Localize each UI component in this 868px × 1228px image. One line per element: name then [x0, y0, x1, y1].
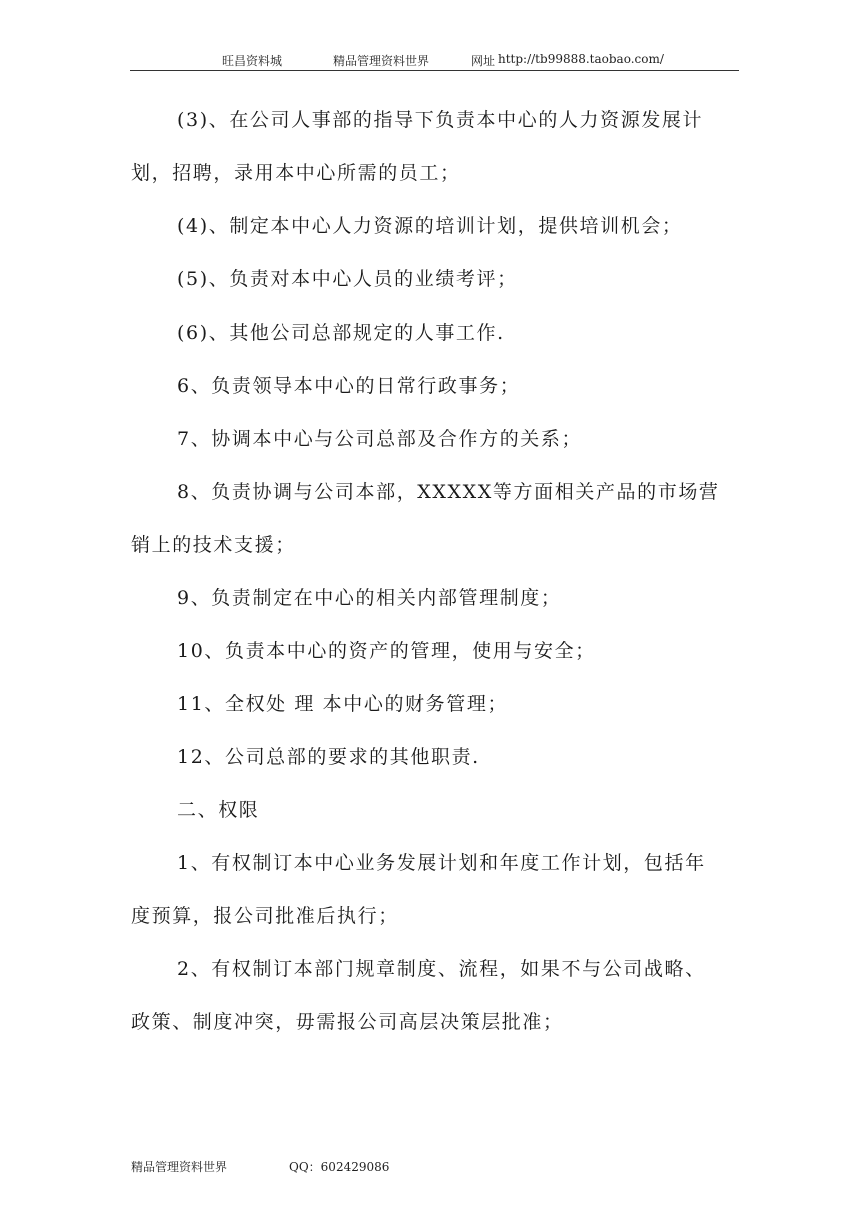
paragraph-line: 度预算，报公司批准后执行； — [131, 905, 399, 927]
paragraph-line: 1、有权制订本中心业务发展计划和年度工作计划，包括年 — [177, 852, 706, 874]
paragraph-line: 政策、制度冲突，毋需报公司高层决策层批准； — [131, 1011, 564, 1033]
header-world-name: 精品管理资料世界 — [333, 54, 430, 68]
page-header — [0, 50, 868, 70]
header-divider — [130, 70, 739, 71]
paragraph-line: 11、全权处 理 本中心的财务管理； — [177, 693, 509, 715]
paragraph-line: 7、协调本中心与公司总部及合作方的关系； — [177, 428, 583, 450]
paragraph-line: 10、负责本中心的资产的管理，使用与安全； — [177, 640, 596, 662]
header-url-label: 网址 — [471, 54, 496, 68]
paragraph-line: (6)、其他公司总部规定的人事工作. — [177, 322, 505, 344]
paragraph-line: 划，招聘，录用本中心所需的员工； — [131, 162, 461, 184]
section-heading: 二、权限 — [177, 799, 260, 821]
paragraph-line: (4)、制定本中心人力资源的培训计划，提供培训机会； — [177, 215, 683, 237]
header-store-name: 旺昌资料城 — [222, 54, 283, 68]
footer-left: 精品管理资料世界 — [131, 1160, 228, 1174]
paragraph-line: 9、负责制定在中心的相关内部管理制度； — [177, 587, 562, 609]
header-url[interactable]: http://tb99888.taobao.com/ — [498, 52, 664, 66]
paragraph-line: 销上的技术支援； — [131, 534, 296, 556]
paragraph-line: 2、有权制订本部门规章制度、流程，如果不与公司战略、 — [177, 958, 706, 980]
paragraph-line: 6、负责领导本中心的日常行政事务； — [177, 375, 521, 397]
paragraph-line: 12、公司总部的要求的其他职责. — [177, 746, 480, 768]
paragraph-line: 8、负责协调与公司本部，XXXXX等方面相关产品的市场营 — [177, 481, 720, 503]
paragraph-line: (3)、在公司人事部的指导下负责本中心的人力资源发展计 — [177, 109, 704, 131]
footer-qq: QQ：602429086 — [289, 1160, 390, 1174]
paragraph-line: (5)、负责对本中心人员的业绩考评； — [177, 268, 518, 290]
